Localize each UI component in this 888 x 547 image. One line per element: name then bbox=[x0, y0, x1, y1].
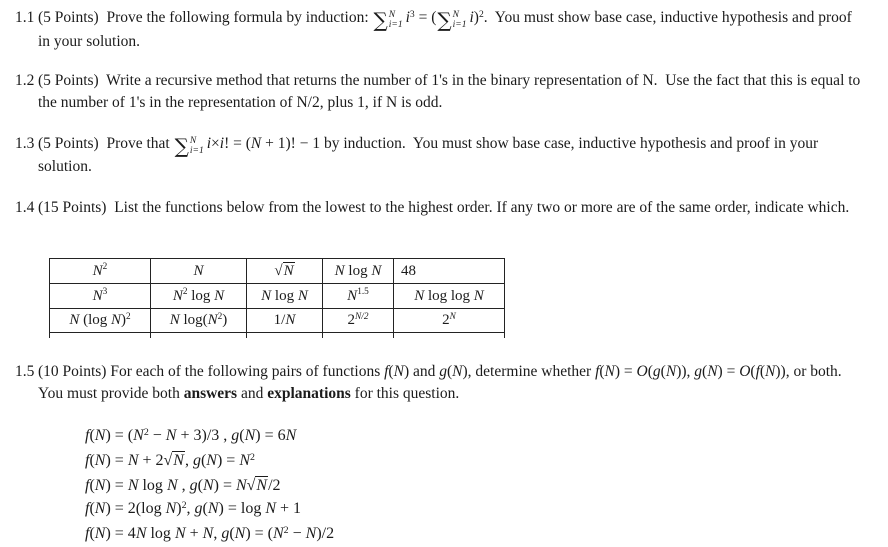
question-number: 1.3 bbox=[15, 135, 35, 152]
question-text: (5 Points) Prove that ∑ N i=1 i×i! = (N + 1)! − 1 by induction. You must show base case, inductive hypothesis and proof in your solution. bbox=[38, 134, 819, 176]
table-cell bbox=[49, 258, 150, 283]
table-cell bbox=[393, 283, 505, 308]
table-row bbox=[49, 283, 505, 308]
function-pair-line: f(N) = N log N , g(N) = N√N/2 bbox=[85, 477, 281, 494]
question-text: (5 Points) Prove the following formula by induction: ∑ N i=1 $i^3$ = ( ∑ N i=1 i)$^2$. You must show base case, inductive hypothesis and proof in your solution. bbox=[38, 8, 852, 50]
table-cell-stub bbox=[393, 333, 505, 338]
cell-formula: 1/N bbox=[273, 312, 296, 328]
table-cell-stub bbox=[150, 333, 246, 338]
cell-formula: N log N bbox=[334, 262, 382, 279]
function-pairs-list bbox=[85, 424, 334, 547]
question-text: (15 Points) List the functions below from the lowest to the highest order. If any two or more are of the same order, indicate which. bbox=[38, 199, 850, 216]
table-cell-stub bbox=[49, 333, 150, 338]
question-text: (10 Points) For each of the following pairs of functions f(N) and g(N), determine whether f(N) = O(g(N)), g(N) = O(f(N)), or both. You must provide both answers and explanations for this question. bbox=[38, 363, 846, 402]
question-number: 1.1 bbox=[15, 9, 35, 26]
cell-formula: $2^N$ bbox=[442, 311, 456, 328]
question-1-5 bbox=[15, 361, 865, 404]
cell-formula: $N^2$ bbox=[92, 262, 108, 279]
functions-table bbox=[49, 258, 505, 338]
cell-formula: $2^{N/2}$ bbox=[347, 311, 369, 328]
cell-formula: $N^{1.5}$ bbox=[347, 287, 369, 304]
question-number: 1.2 bbox=[15, 72, 35, 89]
question-text: (5 Points) Write a recursive method that returns the number of 1's in the binary representation of N. Use the fact that this is equal to the number of 1's in the representation of N/2, plus 1, if N is odd. bbox=[38, 72, 861, 111]
table-row bbox=[49, 258, 505, 283]
function-pair-line: f(N) = 4N log N + N, $g(N) = (N^2 - N)/2$ bbox=[85, 524, 335, 542]
question-1-4 bbox=[15, 197, 865, 219]
function-pair-line: $f(N) = (N^2 - N + 3)/3$ , g(N) = 6N bbox=[85, 426, 297, 444]
question-1-3 bbox=[15, 133, 865, 178]
question-1-1 bbox=[15, 7, 865, 52]
question-number: 1.4 bbox=[15, 199, 35, 216]
cell-formula: N bbox=[193, 262, 204, 279]
table-cell bbox=[322, 308, 393, 333]
cell-formula: $N^3$ bbox=[92, 287, 108, 304]
function-pair-line: f(N) = N + 2√N, $g(N) = N^2$ bbox=[85, 451, 255, 469]
question-1-2 bbox=[15, 70, 865, 113]
table-row-cutoff-stub bbox=[49, 333, 505, 338]
cell-formula: N $\log(N^2)$ bbox=[169, 311, 228, 328]
table-cell bbox=[150, 308, 246, 333]
cell-formula: N log N bbox=[261, 287, 308, 304]
cell-formula: √N bbox=[274, 262, 294, 279]
table-cell bbox=[322, 258, 393, 283]
table-row bbox=[49, 308, 505, 333]
table-cell bbox=[150, 258, 246, 283]
cell-formula: N log log N bbox=[414, 287, 484, 304]
table-cell-stub bbox=[246, 333, 322, 338]
table-cell bbox=[393, 258, 505, 283]
cell-formula: $N^2$ log N bbox=[172, 287, 225, 304]
cell-formula: N (log N)$^2$ bbox=[69, 311, 131, 328]
table-cell bbox=[246, 283, 322, 308]
table-cell bbox=[393, 308, 505, 333]
table-cell-stub bbox=[322, 333, 393, 338]
table-cell bbox=[49, 308, 150, 333]
table-cell bbox=[150, 283, 246, 308]
table-cell bbox=[246, 258, 322, 283]
table-cell bbox=[322, 283, 393, 308]
question-number: 1.5 bbox=[15, 363, 35, 380]
function-pair-line: f(N) = 2(log N)$^2$, g(N) = log N + 1 bbox=[85, 499, 302, 517]
table-cell bbox=[49, 283, 150, 308]
table-cell bbox=[246, 308, 322, 333]
cell-formula: 48 bbox=[401, 262, 416, 279]
